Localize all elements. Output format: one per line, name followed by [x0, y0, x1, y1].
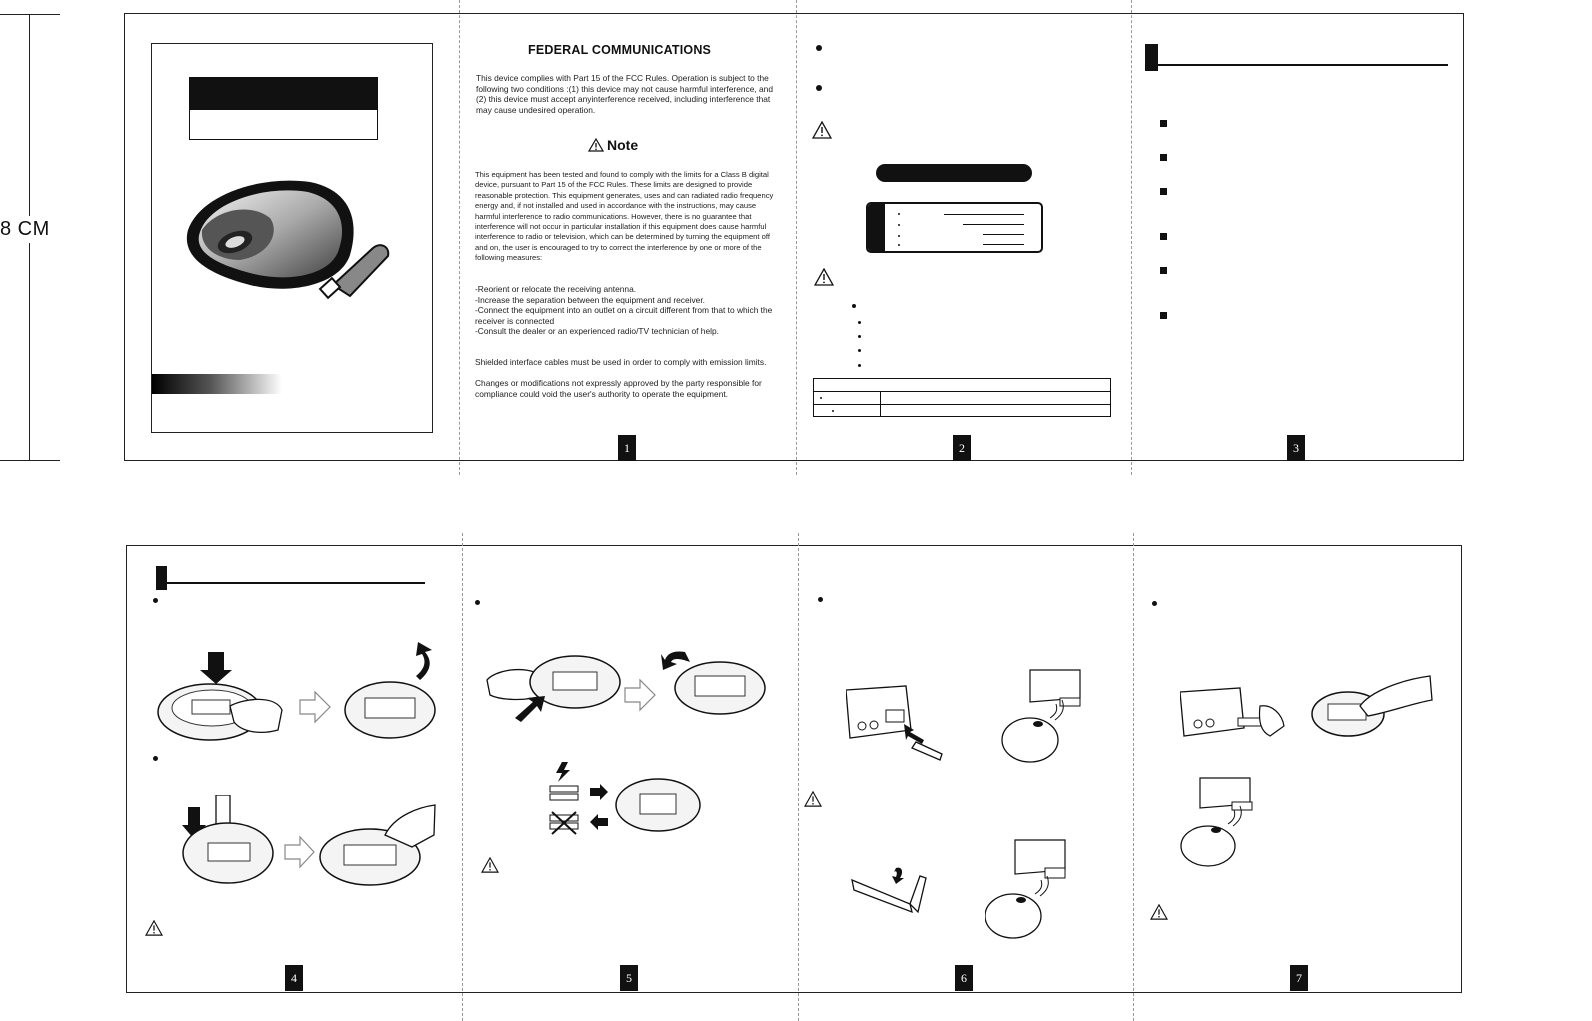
- fcc-intro: This device complies with Part 15 of the FCC Rules. Operation is subject to the following two conditions :(1) this device may not cause harmful interference, and (2) this device must accept anyinterference received, including interference that may cause undesired operation.: [476, 73, 773, 115]
- fcc-changes: Changes or modifications not expressly approved by the party responsible for compliance could void the user's authority to operate the equipment.: [475, 378, 762, 399]
- bullet: [858, 349, 861, 352]
- page-number-7: 7: [1290, 965, 1308, 991]
- fold-line-6: [1133, 533, 1134, 1021]
- warning-icon: [804, 791, 822, 807]
- mouse-laptop-illustration: [1000, 668, 1090, 768]
- bullet: [816, 85, 822, 91]
- square-bullet: [1160, 267, 1167, 274]
- fcc-measure-1: -Reorient or relocate the receiving antenna.: [475, 284, 637, 294]
- fold-line-5: [798, 533, 799, 1021]
- battery-polarity-illustration: [548, 760, 708, 840]
- ruler-bottom-tick: [0, 460, 60, 461]
- ruler-top-tick: [0, 14, 60, 15]
- mouse-laptop-illustration: [985, 838, 1075, 943]
- panel2-pill-header: [876, 164, 1032, 182]
- page-number-6: 6: [955, 965, 973, 991]
- open-cover-illustration: [150, 640, 450, 750]
- fcc-measure-3: -Connect the equipment into an outlet on a circuit different from that to which the receiver is connected: [475, 305, 773, 326]
- page-number-2: 2: [953, 435, 971, 461]
- fcc-measure-2: -Increase the separation between the equipment and receiver.: [475, 294, 705, 305]
- fcc-title: FEDERAL COMMUNICATIONS: [528, 43, 712, 57]
- warning-icon: [1150, 904, 1168, 920]
- fcc-measures-list: [475, 284, 785, 337]
- bullet: [852, 304, 856, 308]
- section-heading-marker: [1145, 44, 1158, 71]
- bottom-sheet: [126, 545, 1462, 993]
- fold-line-2: [796, 0, 797, 475]
- warning-icon: [481, 857, 499, 873]
- bullet: [153, 598, 158, 603]
- note-title: Note: [607, 137, 639, 153]
- press-button-illustration: [1310, 672, 1435, 742]
- cover-title-bar: [189, 77, 378, 110]
- bullet: [153, 756, 158, 761]
- cover-receiver-icon: [318, 240, 398, 305]
- square-bullet: [1160, 188, 1167, 195]
- warning-icon: [145, 920, 163, 936]
- section-heading-rule: [167, 582, 425, 584]
- fold-line-4: [462, 533, 463, 1021]
- fold-line-1: [459, 0, 460, 475]
- warning-icon: [812, 121, 832, 139]
- square-bullet: [1160, 312, 1167, 319]
- battery-cover-illustration: [485, 640, 775, 730]
- section-heading-marker: [156, 566, 167, 590]
- bullet: [1152, 601, 1157, 606]
- page-number-4: 4: [285, 965, 303, 991]
- note-warning-icon: [588, 138, 604, 152]
- receiver-antenna-illustration: [850, 862, 940, 932]
- bullet: [818, 597, 823, 602]
- bullet: [475, 600, 480, 605]
- page-number-1: 1: [618, 435, 636, 461]
- section-heading-rule: [1158, 64, 1448, 66]
- fold-line-3: [1131, 0, 1132, 475]
- plug-receiver-illustration: [846, 682, 956, 762]
- page-number-3: 3: [1287, 435, 1305, 461]
- warning-icon: [814, 268, 834, 286]
- panel2-spec-box: [866, 202, 1043, 253]
- cover-gradient-strip: [152, 374, 282, 394]
- connect-receiver-illustration: [1180, 684, 1290, 744]
- ruler-label: 8 CM: [0, 216, 50, 243]
- fcc-shielded: Shielded interface cables must be used in order to comply with emission limits.: [475, 357, 767, 367]
- cover-subtitle-box: [189, 110, 378, 140]
- fcc-measure-4: -Consult the dealer or an experienced radio/TV technician of help.: [475, 326, 719, 337]
- square-bullet: [1160, 154, 1167, 161]
- panel2-table: [813, 378, 1111, 417]
- page-number-5: 5: [620, 965, 638, 991]
- fcc-note-text: This equipment has been tested and found to comply with the limits for a Class B digital device, pursuant to Part 15 of the FCC Rules. These limits are designed to provide reasonable protection. This equipment generates, uses and can radiated radio frequency energy and, if not installed and used in accordance with the instructions, may cause harmful interference to radio communications. However, there is no guarantee that interference will not occur in particular installation if this equipment does cause harmful interference to radio or television, which can be determined by turning the equipment off and on, the user is encouraged to try to correct the interference by one or more of the following measures:: [475, 170, 774, 263]
- bullet: [816, 45, 822, 51]
- square-bullet: [1160, 120, 1167, 127]
- bullet: [858, 321, 861, 324]
- bullet: [858, 335, 861, 338]
- mouse-laptop-illustration: [1180, 776, 1270, 871]
- bullet: [858, 364, 861, 367]
- square-bullet: [1160, 233, 1167, 240]
- store-receiver-illustration: [180, 795, 450, 895]
